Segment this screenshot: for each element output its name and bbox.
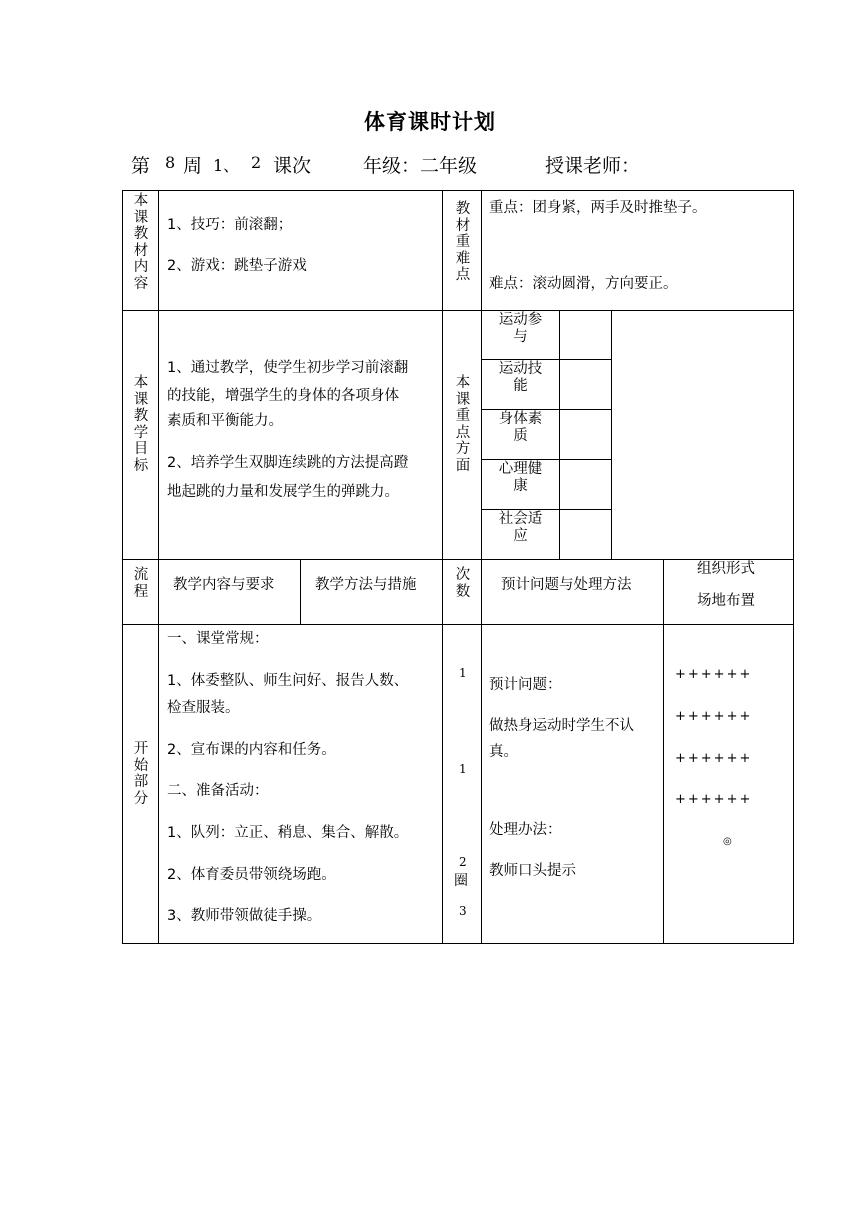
teacher-label: 授课老师：: [545, 155, 641, 177]
formation-row: ++++++: [675, 792, 753, 807]
focus-divider: [482, 459, 611, 460]
start-content-line: 二、准备活动：: [167, 783, 269, 799]
lesson-number-1: 1、: [213, 156, 240, 175]
material-item: 1、技巧：前滚翻；: [167, 217, 293, 233]
count-unit: 圈: [454, 873, 468, 889]
start-content-line: 2、宣布课的内容和任务。: [167, 742, 336, 758]
lesson-suffix: 课次: [273, 155, 312, 177]
start-content-line: 一、课堂常规：: [167, 631, 269, 647]
goal-line: 地起跳的力量和发展学生的弹跳力。: [167, 484, 399, 500]
goal-line: 1、通过教学，使学生初步学习前滚翻: [167, 360, 409, 376]
problem-line: 真。: [489, 744, 518, 760]
start-content-line: 2、体育委员带领绕场跑。: [167, 867, 336, 883]
start-section-label: 开始部分: [133, 741, 149, 807]
problems-header: 预计问题与处理方法: [501, 577, 632, 593]
focus-divider: [482, 509, 611, 510]
field-layout-header: 场地布置: [697, 593, 755, 609]
goal-line: 的技能，增强学生的身体的各项身体: [167, 388, 399, 404]
materials-label: 本课教材内容: [133, 193, 149, 292]
focus-divider: [482, 359, 611, 360]
col-divider: [300, 559, 301, 624]
organization-header: 组织形式: [697, 561, 755, 577]
focus-item-fitness: 身体素 质: [498, 411, 543, 444]
problem-label: 预计问题：: [489, 677, 562, 693]
solution-label: 处理办法：: [489, 822, 562, 838]
focus-label: 本课重点方面: [455, 375, 471, 474]
focus-item-participation: 运动参 与: [498, 312, 543, 345]
goal-line: 素质和平衡能力。: [167, 413, 283, 429]
focus-item-mental-health: 心理健 康: [498, 461, 543, 494]
focus-divider: [482, 409, 611, 410]
week-prefix: 第: [131, 155, 151, 177]
grade-label: 年级：二年级: [363, 155, 478, 177]
solution-text: 教师口头提示: [489, 863, 576, 879]
teacher-position-icon: ◎: [723, 836, 734, 847]
focus-item-social: 社会适 应: [498, 511, 543, 544]
col-divider: [158, 191, 159, 943]
count-value: 2: [459, 855, 467, 869]
col-divider: [663, 559, 664, 943]
page-title: 体育课时计划: [364, 110, 496, 134]
col-divider: [611, 310, 612, 559]
process-header: 流程: [133, 567, 149, 600]
col-divider: [481, 191, 482, 943]
week-label: 周: [183, 155, 203, 177]
lesson-plan-table: [122, 190, 794, 944]
row-divider: [123, 310, 793, 311]
start-content-line: 检查服装。: [167, 700, 240, 716]
goal-line: 2、培养学生双脚连续跳的方法提高蹬: [167, 455, 409, 471]
start-content-line: 1、体委整队、师生问好、报告人数、: [167, 673, 409, 689]
count-value: 3: [459, 904, 467, 918]
material-item: 2、游戏：跳垫子游戏: [167, 258, 307, 274]
start-content-line: 3、教师带领做徒手操。: [167, 908, 322, 924]
formation-row: ++++++: [675, 667, 753, 682]
method-header: 教学方法与措施: [315, 577, 417, 593]
key-point: 重点：团身紧，两手及时推垫子。: [489, 200, 707, 216]
row-divider: [123, 559, 793, 560]
col-divider: [559, 310, 560, 559]
goals-label: 本课教学目标: [133, 375, 149, 474]
row-divider: [123, 624, 793, 625]
count-value: 1: [459, 666, 467, 680]
content-header: 教学内容与要求: [173, 577, 275, 593]
times-header: 次数: [455, 567, 471, 600]
start-content-line: 1、队列：立正、稍息、集合、解散。: [167, 825, 409, 841]
key-difficulty-label: 教材重难点: [455, 201, 471, 283]
difficulty-point: 难点：滚动圆滑，方向要正。: [489, 276, 678, 292]
week-number: 8: [165, 153, 176, 172]
formation-row: ++++++: [675, 751, 753, 766]
problem-line: 做热身运动时学生不认: [489, 718, 634, 734]
formation-row: ++++++: [675, 709, 753, 724]
lesson-number-2: 2: [251, 153, 262, 172]
count-value: 1: [459, 762, 467, 776]
focus-item-skills: 运动技 能: [498, 361, 543, 394]
col-divider: [442, 191, 443, 943]
